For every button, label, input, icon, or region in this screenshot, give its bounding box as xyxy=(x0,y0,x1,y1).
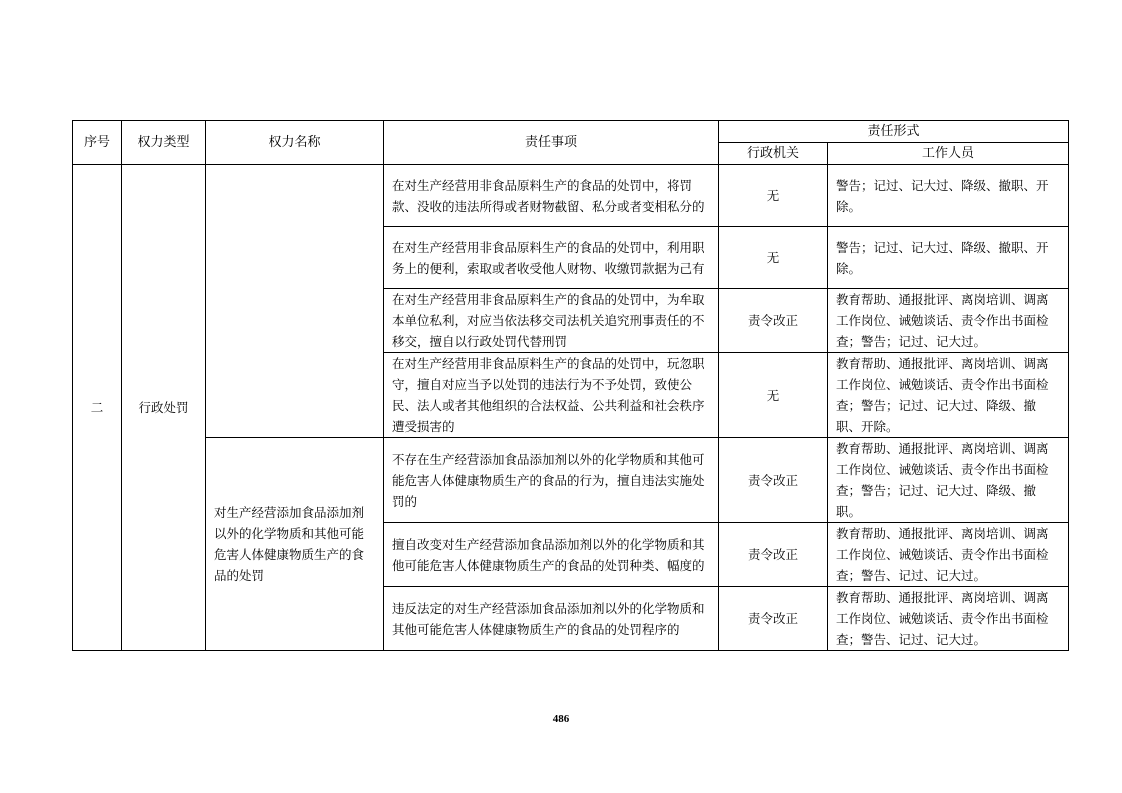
responsibility-item-cell: 违反法定的对生产经营添加食品添加剂以外的化学物质和其他可能危害人体健康物质生产的食品的处罚程序的 xyxy=(384,587,719,651)
responsibility-item-cell: 在对生产经营用非食品原料生产的食品的处罚中，将罚款、没收的违法所得或者财物截留、私分或者变相私分的 xyxy=(384,165,719,227)
responsibility-item-cell: 在对生产经营用非食品原料生产的食品的处罚中，玩忽职守，擅自对应当予以处罚的违法行为不予处罚，致使公民、法人或者其他组织的合法权益、公共利益和社会秩序遭受损害的 xyxy=(384,353,719,438)
staff-cell: 教育帮助、通报批评、离岗培训、调离工作岗位、诫勉谈话、责令作出书面检查；警告；记过、记大过。 xyxy=(828,289,1069,353)
header-responsibility-form: 责任形式 xyxy=(719,121,1069,143)
admin-organ-cell: 无 xyxy=(719,165,828,227)
staff-cell: 教育帮助、通报批评、离岗培训、调离工作岗位、诫勉谈话、责令作出书面检查；警告；记过、记大过、降级、撤职。 xyxy=(828,438,1069,523)
power-name-cell-1 xyxy=(206,165,384,438)
responsibility-item-cell: 在对生产经营用非食品原料生产的食品的处罚中，利用职务上的便利，索取或者收受他人财物、收缴罚款据为己有 xyxy=(384,227,719,289)
admin-organ-cell: 无 xyxy=(719,227,828,289)
header-power-type: 权力类型 xyxy=(122,121,206,165)
admin-organ-cell: 责令改正 xyxy=(719,289,828,353)
responsibility-item-cell: 在对生产经营用非食品原料生产的食品的处罚中，为牟取本单位私利，对应当依法移交司法机关追究刑事责任的不移交，擅自以行政处罚代替刑罚 xyxy=(384,289,719,353)
staff-cell: 教育帮助、通报批评、离岗培训、调离工作岗位、诫勉谈话、责令作出书面检查；警告、记过、记大过。 xyxy=(828,523,1069,587)
staff-cell: 警告；记过、记大过、降级、撤职、开除。 xyxy=(828,227,1069,289)
responsibility-table xyxy=(72,120,1069,651)
seq-cell: 二 xyxy=(73,165,122,651)
responsibility-item-cell: 擅自改变对生产经营添加食品添加剂以外的化学物质和其他可能危害人体健康物质生产的食品的处罚种类、幅度的 xyxy=(384,523,719,587)
header-row-1 xyxy=(73,121,1069,143)
admin-organ-cell: 责令改正 xyxy=(719,438,828,523)
staff-cell: 教育帮助、通报批评、离岗培训、调离工作岗位、诫勉谈话、责令作出书面检查；警告、记过、记大过。 xyxy=(828,587,1069,651)
table-row xyxy=(73,438,1069,523)
staff-cell: 教育帮助、通报批评、离岗培训、调离工作岗位、诫勉谈话、责令作出书面检查；警告；记过、记大过、降级、撤职、开除。 xyxy=(828,353,1069,438)
header-staff: 工作人员 xyxy=(828,143,1069,165)
admin-organ-cell: 责令改正 xyxy=(719,523,828,587)
table-row xyxy=(73,165,1069,227)
header-power-name: 权力名称 xyxy=(206,121,384,165)
staff-cell: 警告；记过、记大过、降级、撤职、开除。 xyxy=(828,165,1069,227)
responsibility-item-cell: 不存在生产经营添加食品添加剂以外的化学物质和其他可能危害人体健康物质生产的食品的行为，擅自违法实施处罚的 xyxy=(384,438,719,523)
header-seq: 序号 xyxy=(73,121,122,165)
header-admin-organ: 行政机关 xyxy=(719,143,828,165)
power-type-cell: 行政处罚 xyxy=(122,165,206,651)
admin-organ-cell: 无 xyxy=(719,353,828,438)
header-responsibility-item: 责任事项 xyxy=(384,121,719,165)
admin-organ-cell: 责令改正 xyxy=(719,587,828,651)
power-name-cell-2: 对生产经营添加食品添加剂以外的化学物质和其他可能危害人体健康物质生产的食品的处罚 xyxy=(206,438,384,651)
page-number: 486 xyxy=(552,713,570,725)
